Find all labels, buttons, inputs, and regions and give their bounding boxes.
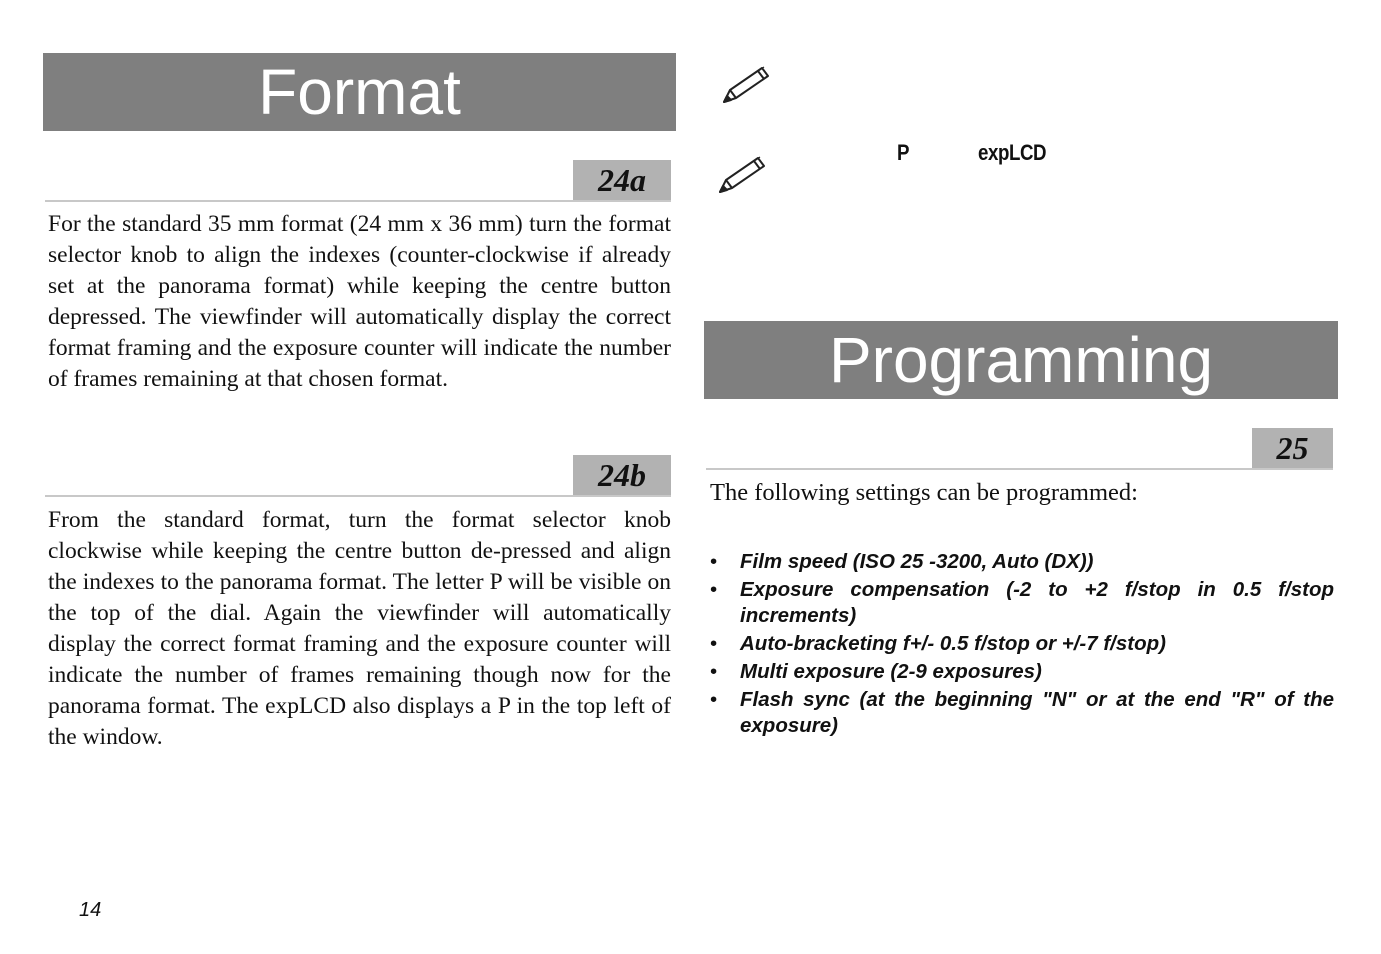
list-item: • Auto-bracketing f+/- 0.5 f/stop or +/-7 f/stop) xyxy=(710,632,1166,655)
format-heading: Format xyxy=(43,53,676,131)
list-item: • Exposure compensation (-2 to +2 f/stop in 0.5 f/stop increments) xyxy=(710,578,1334,627)
section-rule-24b xyxy=(45,495,671,497)
section-tag-24a: 24a xyxy=(573,160,671,200)
section-rule-24a xyxy=(45,200,671,202)
list-item-text: Exposure compensation (-2 to +2 f/stop in 0.5 f/stop increments) xyxy=(740,578,1334,627)
list-item-text: Flash sync (at the beginning "N" or at the end "R" of the exposure) xyxy=(740,688,1334,737)
list-item-text: Multi exposure (2-9 exposures) xyxy=(740,660,1042,683)
list-item-text: Film speed (ISO 25 -3200, Auto (DX)) xyxy=(740,550,1094,573)
page-number: 14 xyxy=(79,899,102,921)
list-item-text: Auto-bracketing f+/- 0.5 f/stop or +/-7 f/stop) xyxy=(740,632,1166,655)
list-item: • Film speed (ISO 25 -3200, Auto (DX)) xyxy=(710,550,1094,573)
list-item: • Multi exposure (2-9 exposures) xyxy=(710,660,1042,683)
section-tag-24b: 24b xyxy=(573,455,671,495)
section-rule-25 xyxy=(706,468,1333,470)
section-24a-text: For the standard 35 mm format (24 mm x 36 mm) turn the format selector knob to align the indexes (counter-clockwise if already set at the panorama format) while keeping the centre button depressed. The viewfinder will automatically display the correct format framing and the exposure counter will indicate the number of frames remaining at that chosen format. xyxy=(48,211,671,392)
pencil-icon xyxy=(718,62,772,108)
note-explcd: expLCD xyxy=(978,140,1047,165)
list-item: • Flash sync (at the beginning "N" or at the end "R" of the exposure) xyxy=(710,688,1334,737)
programming-intro: The following settings can be programmed: xyxy=(710,479,1138,506)
programming-heading: Programming xyxy=(704,321,1338,399)
pencil-icon xyxy=(714,152,768,198)
section-tag-25: 25 xyxy=(1252,428,1333,468)
programmable-settings-list xyxy=(710,549,1334,741)
section-24b-text: From the standard format, turn the format selector knob clockwise while keeping the centre button de-pressed and align the indexes to the panorama format. The letter P will be visible on the top of the dial. Again the viewfinder will automatically display the correct format framing and the exposure counter will indicate the number of frames remaining though now for the panorama format. The expLCD also displays a P in the top left of the window. xyxy=(48,507,671,750)
note-letter-p: P xyxy=(897,140,910,165)
